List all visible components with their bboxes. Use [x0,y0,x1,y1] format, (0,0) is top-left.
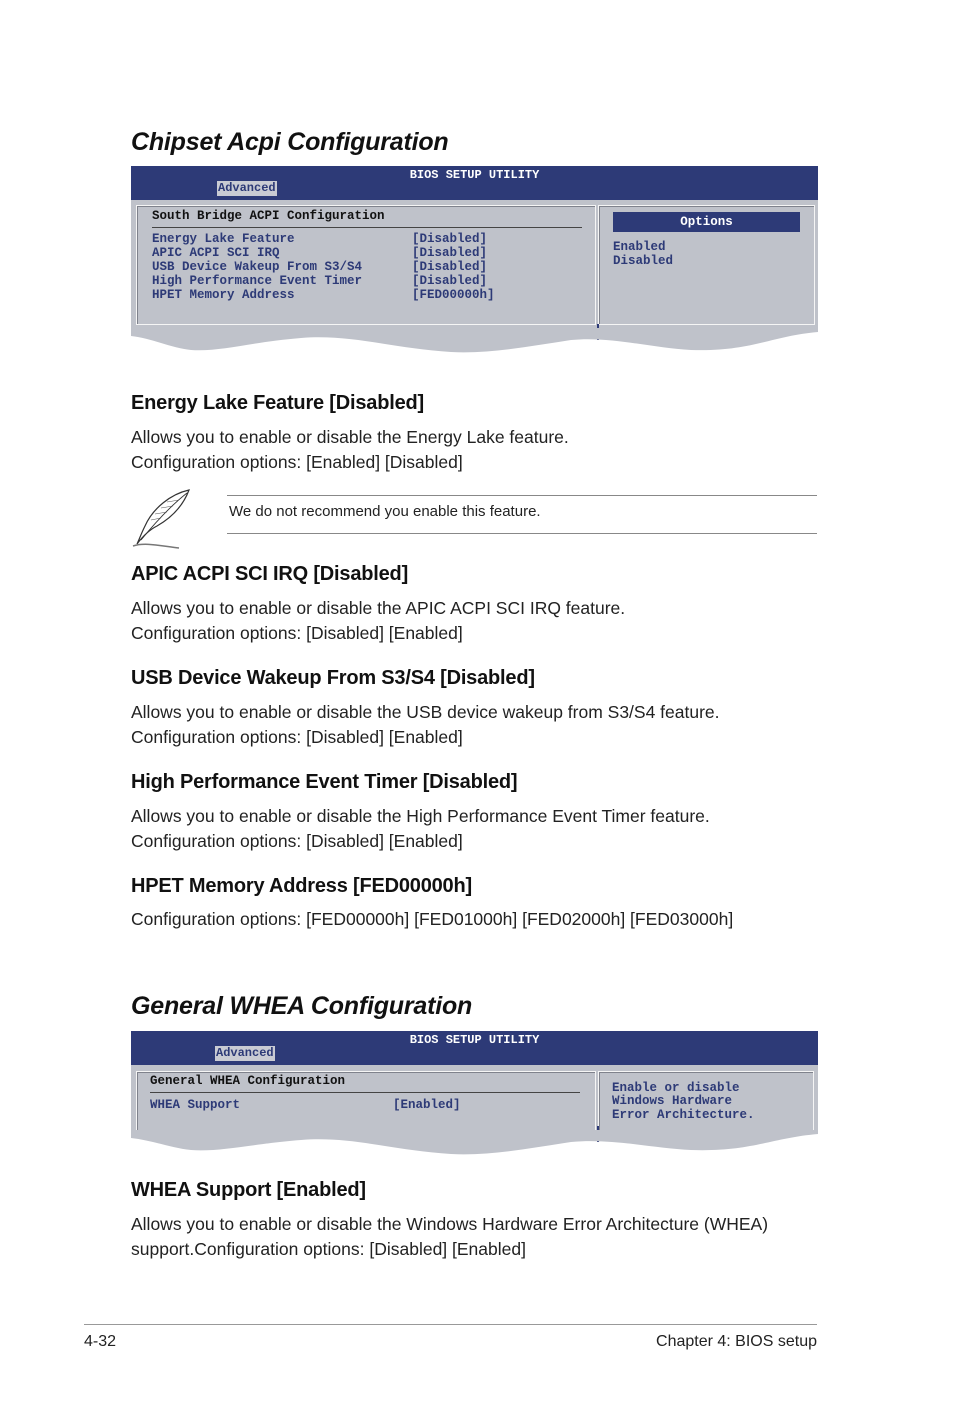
options-panel [598,205,815,325]
setting-value[interactable]: [Disabled] [412,232,488,246]
bios-tab-advanced[interactable]: Advanced [216,1046,274,1060]
help-line: Error Architecture. [612,1108,755,1122]
chapter-label: Chapter 4: BIOS setup [656,1333,817,1350]
setting-label[interactable]: Energy Lake Feature [152,232,295,246]
desc-line: Allows you to enable or disable the High Performance Event Timer feature. [131,806,710,826]
bios-screen [131,1065,818,1131]
settings-panel [136,205,596,325]
desc-line: Allows you to enable or disable the USB device wakeup from S3/S4 feature. [131,702,720,722]
chipset-heading: Chipset Acpi Configuration [131,128,449,156]
whea-heading: General WHEA Configuration [131,992,473,1020]
bios-title: BIOS SETUP UTILITY [409,1033,540,1047]
torn-edge [131,328,818,354]
usb-wakeup-title: USB Device Wakeup From S3/S4 [Disabled] [131,667,535,689]
apic-desc [131,596,831,646]
desc-line: Allows you to enable or disable the APIC ACPI SCI IRQ feature. [131,598,626,618]
hpet-timer-title: High Performance Event Timer [Disabled] [131,771,518,793]
bios-header-bar [131,1031,818,1065]
desc-line: support.Configuration options: [Disabled] [Enabled] [131,1239,526,1259]
section-title: General WHEA Configuration [150,1074,346,1088]
hpet-address-desc [131,907,831,932]
setting-value[interactable]: [FED00000h] [412,288,495,302]
section-title: South Bridge ACPI Configuration [152,209,385,223]
bios-tab-advanced[interactable]: Advanced [218,181,276,195]
help-panel [598,1071,814,1131]
setting-label[interactable]: High Performance Event Timer [152,274,363,288]
note-top-rule [227,495,817,496]
divider-line [150,1092,580,1093]
apic-title: APIC ACPI SCI IRQ [Disabled] [131,563,409,585]
note-text: We do not recommend you enable this feature. [229,503,541,520]
setting-label[interactable]: APIC ACPI SCI IRQ [152,246,280,260]
hpet-timer-desc [131,804,831,854]
options-header: Options [613,212,800,232]
help-line: Enable or disable [612,1081,740,1095]
desc-line: Configuration options: [Disabled] [Enabled] [131,831,463,851]
setting-value[interactable]: [Enabled] [393,1098,461,1112]
option-enabled[interactable]: Enabled [613,240,666,254]
energy-lake-title: Energy Lake Feature [Disabled] [131,392,424,414]
usb-wakeup-desc [131,700,831,750]
note-bottom-rule [227,533,817,534]
torn-edge [131,1130,818,1156]
setting-value[interactable]: [Disabled] [412,246,488,260]
divider-line [152,227,582,228]
setting-label[interactable]: WHEA Support [150,1098,241,1112]
setting-label[interactable]: HPET Memory Address [152,288,295,302]
setting-value[interactable]: [Disabled] [412,274,488,288]
setting-value[interactable]: [Disabled] [412,260,488,274]
setting-label[interactable]: USB Device Wakeup From S3/S4 [152,260,363,274]
quill-icon [131,488,191,550]
page-number: 4-32 [84,1333,117,1350]
help-line: Windows Hardware [612,1094,733,1108]
desc-line: Configuration options: [Disabled] [Enabled] [131,623,463,643]
whea-support-title: WHEA Support [Enabled] [131,1179,366,1201]
desc-line: Configuration options: [Enabled] [Disabled] [131,452,463,472]
footer-rule [84,1324,817,1325]
settings-panel [136,1071,596,1131]
hpet-address-title: HPET Memory Address [FED00000h] [131,875,472,897]
desc-line: Configuration options: [FED00000h] [FED01000h] [FED02000h] [FED03000h] [131,909,734,929]
energy-lake-desc [131,425,831,475]
desc-line: Allows you to enable or disable the Windows Hardware Error Architecture (WHEA) [131,1214,769,1234]
desc-line: Allows you to enable or disable the Energy Lake feature. [131,427,569,447]
whea-support-desc [131,1212,831,1262]
desc-line: Configuration options: [Disabled] [Enabled] [131,727,463,747]
bios-screen [131,200,818,329]
bios-title: BIOS SETUP UTILITY [409,168,540,182]
bios-header-bar [131,166,818,200]
option-disabled[interactable]: Disabled [613,254,674,268]
